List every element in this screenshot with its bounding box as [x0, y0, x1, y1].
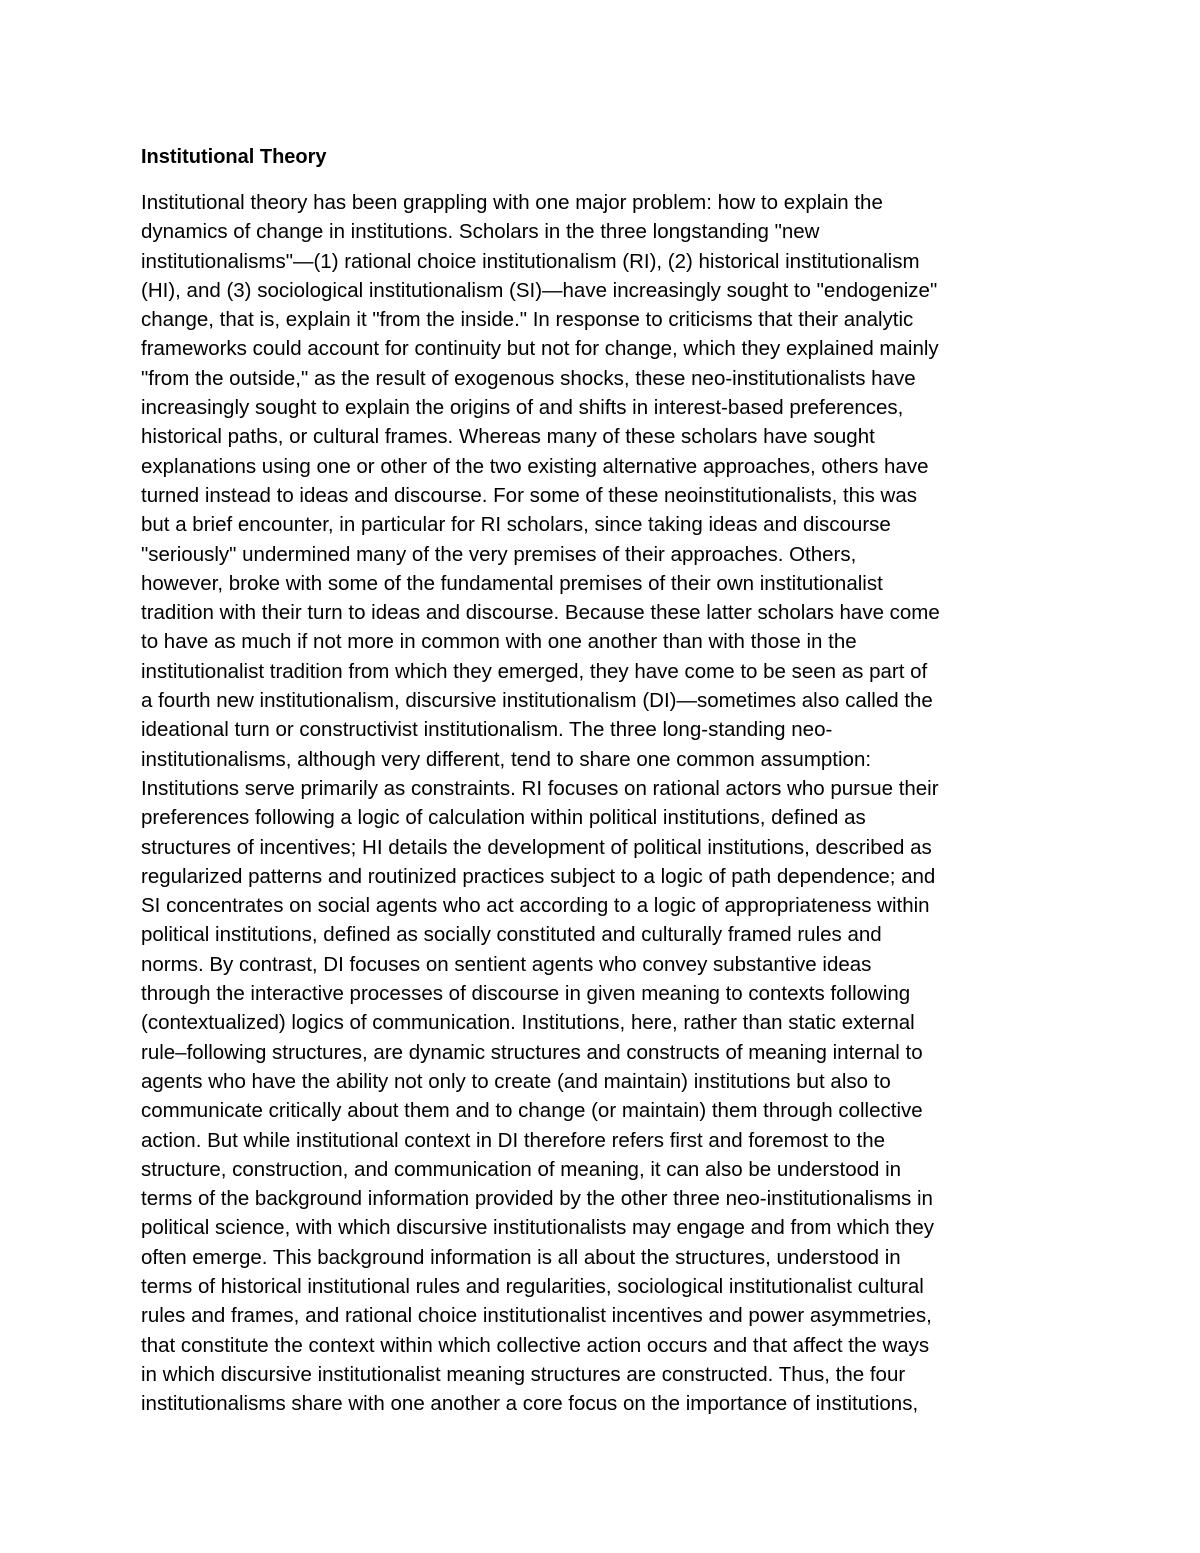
body-line: turned instead to ideas and discourse. For some of these neoinstitutionalists, this was	[141, 483, 918, 507]
body-line: political institutions, defined as socially constituted and culturally framed rules and	[141, 923, 882, 947]
body-line: often emerge. This background information is all about the structures, understood in	[141, 1245, 901, 1269]
body-line: institutionalist tradition from which they emerged, they have come to be seen as part of	[141, 659, 928, 683]
body-line: change, that is, explain it "from the inside." In response to criticisms that their analytic	[141, 308, 914, 332]
body-line: rules and frames, and rational choice institutionalist incentives and power asymmetries,	[141, 1304, 932, 1328]
body-line: political science, with which discursive institutionalists may engage and from which they	[141, 1216, 935, 1240]
body-line: historical paths, or cultural frames. Whereas many of these scholars have sought	[141, 425, 875, 449]
body-line: institutionalisms"—(1) rational choice institutionalism (RI), (2) historical institutionalism	[141, 249, 920, 273]
body-line: to have as much if not more in common with one another than with those in the	[141, 630, 857, 654]
body-line: preferences following a logic of calculation within political institutions, defined as	[141, 806, 866, 830]
body-line: explanations using one or other of the two existing alternative approaches, others have	[141, 454, 929, 478]
body-line: institutionalisms, although very different, tend to share one common assumption:	[141, 747, 872, 771]
body-line: regularized patterns and routinized practices subject to a logic of path dependence; and	[141, 864, 936, 888]
body-line: but a brief encounter, in particular for RI scholars, since taking ideas and discourse	[141, 513, 891, 537]
document-title: Institutional Theory	[141, 146, 327, 168]
body-line: Institutions serve primarily as constraints. RI focuses on rational actors who pursue their	[141, 776, 939, 800]
body-line: terms of historical institutional rules and regularities, sociological institutionalist cultural	[141, 1274, 924, 1298]
body-line: structures of incentives; HI details the development of political institutions, described as	[141, 835, 932, 859]
body-line: in which discursive institutionalist meaning structures are constructed. Thus, the four	[141, 1362, 906, 1386]
body-line: tradition with their turn to ideas and discourse. Because these latter scholars have come	[141, 601, 940, 625]
body-line: "seriously" undermined many of the very premises of their approaches. Others,	[141, 542, 857, 566]
body-line: agents who have the ability not only to create (and maintain) institutions but also to	[141, 1069, 891, 1093]
body-line: through the interactive processes of discourse in given meaning to contexts following	[141, 982, 911, 1006]
body-line: terms of the background information provided by the other three neo-institutionalisms in	[141, 1187, 933, 1211]
body-line: dynamics of change in institutions. Scholars in the three longstanding "new	[141, 220, 820, 244]
body-line: ideational turn or constructivist institutionalism. The three long-standing neo-	[141, 718, 833, 742]
body-line: however, broke with some of the fundamental premises of their own institutionalist	[141, 571, 883, 595]
body-line: (contextualized) logics of communication. Institutions, here, rather than static external	[141, 1011, 915, 1035]
body-line: rule–following structures, are dynamic structures and constructs of meaning internal to	[141, 1040, 923, 1064]
body-line: institutionalisms share with one another a core focus on the importance of institutions,	[141, 1392, 919, 1416]
body-line: norms. By contrast, DI focuses on sentient agents who convey substantive ideas	[141, 952, 872, 976]
body-line: action. But while institutional context in DI therefore refers first and foremost to the	[141, 1128, 886, 1152]
body-line: (HI), and (3) sociological institutionalism (SI)—have increasingly sought to "endogenize"	[141, 278, 938, 302]
document-content	[141, 143, 1061, 1418]
body-line: frameworks could account for continuity but not for change, which they explained mainly	[141, 337, 939, 361]
body-line: "from the outside," as the result of exogenous shocks, these neo-institutionalists have	[141, 366, 916, 390]
body-line: Institutional theory has been grappling with one major problem: how to explain the	[141, 191, 883, 214]
body-line: SI concentrates on social agents who act according to a logic of appropriateness within	[141, 894, 930, 918]
body-line: a fourth new institutionalism, discursive institutionalism (DI)—sometimes also called the	[141, 689, 933, 713]
body-line: increasingly sought to explain the origins of and shifts in interest-based preferences,	[141, 396, 904, 420]
body-line: that constitute the context within which collective action occurs and that affect the ways	[141, 1333, 930, 1357]
body-line: communicate critically about them and to change (or maintain) them through collective	[141, 1099, 923, 1123]
document-body	[141, 188, 1061, 1418]
body-line: structure, construction, and communication of meaning, it can also be understood in	[141, 1157, 902, 1181]
